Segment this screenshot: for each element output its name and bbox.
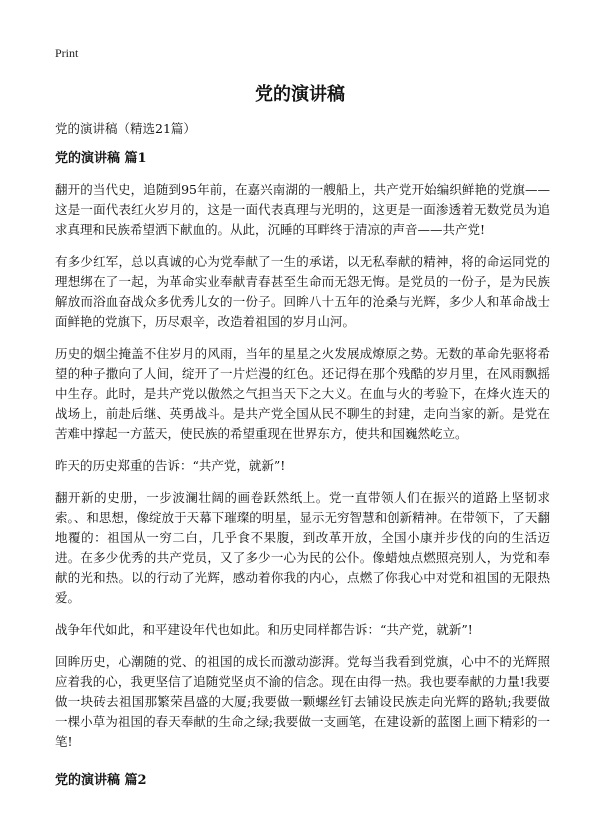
paragraph: 有多少红军，总以真诚的心为党奉献了一生的承诺，以无私奉献的精神，将的命运同党的理想绑在了一起，为革命实业奉献青春甚至生命而无怨无悔。是党员的一份子，是为民族解放而浴血奋战众多优秀儿女的一份子。回眸八十五年的沧桑与光辉，多少人和革命战士面鲜艳的党旗下，历尽艰辛，改造着祖国的岁月山河。: [55, 254, 550, 329]
paragraph: 翻开的当代史，追随到95年前，在嘉兴南湖的一艘船上，共产党开始编织鲜艳的党旗——这是一面代表红火岁月的，这是一面代表真理与光明的，这更是一面渗透着无数党员为追求真理和民族希望洒下献血的。从此，沉睡的耳畔终于清凉的声音——共产党!: [55, 182, 550, 237]
document-subtitle: 党的演讲稿（精选21篇）: [55, 121, 196, 136]
document-body: [55, 120, 550, 802]
print-link[interactable]: Print: [55, 46, 79, 60]
paragraph: 昨天的历史郑重的告诉：“共产党，就新”!: [55, 458, 286, 473]
paragraph: 翻开新的史册，一步波澜壮阔的画卷跃然纸上。党一直带领人们在振兴的道路上坚韧求索。、和思想，像绽放于天幕下璀璨的明星，显示无穷智慧和创新精神。在带领下，了天翻地覆的：祖国从一穷二白，几乎食不果腹，到改革开放，全国小康并步伐的向的生活迈进。在多少优秀的共产党员，又了多少一心为民的公仆。像蜡烛点燃照亮别人，为党和奉献的光和热。以的行动了光辉，感动着你我的内心，点燃了你我心中对党和祖国的无限热爱。: [55, 490, 550, 605]
paragraph: 回眸历史，心潮随的党、的祖国的成长而激动澎湃。党每当我看到党旗，心中不的光辉照应着我的心，我更坚信了追随党坚贞不渝的信念。现在由得一热。我也要奉献的力量!我要做一块砖去祖国那繁荣昌盛的大厦;我要做一颗螺丝钉去铺设民族走向光辉的路轨;我要做一棵小草为祖国的春天奉献的生命之绿;我要做一支画笔，在建设新的蓝图上画下精彩的一笔!: [55, 654, 550, 749]
paragraph: 历史的烟尘掩盖不住岁月的风雨，当年的星星之火发展成燎原之势。无数的革命先驱将希望的种子撒向了人间，绽开了一片烂漫的红色。还记得在那个残酷的岁月里，在风雨飘摇中生存。此时，是共产党以傲然之气担当天下之大义。在血与火的考验下，在烽火连天的战场上，前赴后继、英勇战斗。是共产党全国从民不聊生的封建，走向当家的新。是党在苦难中撑起一方蓝天，使民族的希望重现在世界东方，使共和国巍然屹立。: [55, 346, 550, 441]
section-heading-2: 党的演讲稿 篇2: [55, 773, 147, 788]
page-title: 党的演讲稿: [255, 84, 345, 105]
section-heading-1: 党的演讲稿 篇1: [55, 151, 147, 166]
paragraph: 战争年代如此，和平建设年代也如此。和历史同样都告诉：“共产党，就新”!: [55, 622, 473, 637]
